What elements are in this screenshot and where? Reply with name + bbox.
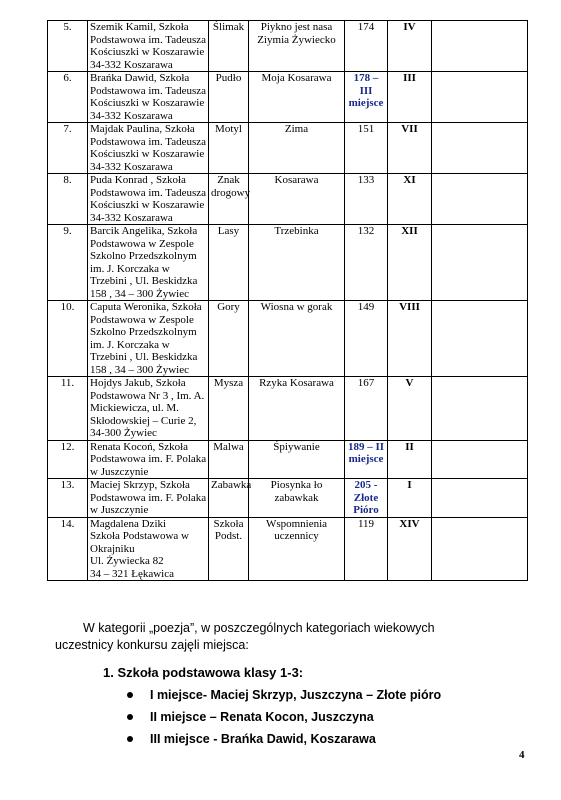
points-cell (345, 174, 388, 225)
participant-line: Barcik Angelika, Szkoła (90, 225, 198, 237)
participant-line: Podstawowa im. Tadeusza (90, 84, 207, 97)
participant-line: Szkolno Przedszkolnym (90, 326, 197, 338)
points-cell (345, 21, 388, 72)
work-title-cell: Wiosna w gorak (249, 301, 345, 377)
points-cell (345, 123, 388, 174)
participant-cell (88, 517, 209, 581)
points-line: 174 (357, 21, 375, 33)
points-line: 151 (357, 123, 375, 135)
work-title-cell: Wspomnienia uczennicy (249, 517, 345, 581)
participant-line: Kościuszki w Koszarawie (90, 97, 205, 109)
place-cell: V (388, 377, 432, 441)
points-line: 178 – (353, 72, 379, 84)
category-heading: 1. Szkoła podstawowa klasy 1-3: (103, 665, 304, 680)
table-row (48, 517, 528, 581)
work-title-cell: Kosarawa (249, 174, 345, 225)
points-cell (345, 72, 388, 123)
participant-line: 34-332 Koszarawa (90, 109, 173, 122)
points-line: 189 – II (347, 440, 385, 453)
participant-line: Majdak Paulina, Szkoła (90, 123, 195, 135)
participant-line: Podstawowa im. F. Polaka (90, 453, 207, 465)
pseudonym-cell: Lasy (209, 225, 249, 301)
pseudonym-cell: Ślimak (209, 21, 249, 72)
points-line: Pióro (353, 504, 379, 516)
empty-cell (432, 72, 528, 123)
participant-line: Podstawowa im. Tadeusza (90, 135, 207, 148)
participant-line: Szkolno Przedszkolnym (90, 250, 197, 262)
table-row (48, 123, 528, 174)
place-cell: I (388, 479, 432, 518)
row-number-cell: 7. (48, 123, 88, 174)
work-title-cell: Zima (249, 123, 345, 174)
points-line: 132 (357, 225, 375, 237)
participant-line: Puda Konrad , Szkoła (90, 174, 186, 186)
participant-line: 34 – 321 Łękawica (90, 567, 174, 580)
pseudonym-cell: Gory (209, 301, 249, 377)
pseudonym-cell: Mysza (209, 377, 249, 441)
participant-line: Skłodowskiej – Curie 2, (90, 414, 197, 427)
participant-line: Brańka Dawid, Szkoła (90, 72, 190, 84)
participant-line: im. J. Korczaka w (90, 338, 170, 351)
winner-text: II miejsce – Renata Kocon, Juszczyna (150, 710, 374, 724)
table-row (48, 21, 528, 72)
participant-line: Magdalena Dziki (90, 517, 167, 530)
empty-cell (432, 225, 528, 301)
points-line: miejsce (348, 97, 384, 109)
work-title-cell: Rzyka Kosarawa (249, 377, 345, 441)
row-number-cell: 6. (48, 72, 88, 123)
points-cell (345, 301, 388, 377)
participant-line: 34-332 Koszarawa (90, 160, 173, 173)
participant-line: Ul. Żywiecka 82 (90, 555, 164, 567)
participant-cell (88, 123, 209, 174)
bullet-icon (127, 692, 133, 698)
points-cell (345, 479, 388, 518)
participant-line: Kościuszki w Koszarawie (90, 199, 205, 211)
table-row (48, 174, 528, 225)
participant-cell (88, 479, 209, 518)
participant-line: 34-332 Koszarawa (90, 211, 173, 224)
empty-cell (432, 174, 528, 225)
place-cell: III (388, 72, 432, 123)
work-title-cell: Trzebinka (249, 225, 345, 301)
points-line: 133 (357, 174, 375, 186)
points-line: III (359, 84, 373, 97)
participant-cell (88, 72, 209, 123)
points-line: Złote (353, 491, 379, 504)
empty-cell (432, 377, 528, 441)
work-title-cell: Piykno jest nasa Zìymia Żywiecko (249, 21, 345, 72)
participant-line: Kościuszki w Koszarawie (90, 148, 205, 160)
participant-line: Mickiewicza, ul. M. (90, 402, 179, 414)
table-row (48, 479, 528, 518)
points-line: 205 - (354, 479, 378, 491)
points-cell (345, 440, 388, 479)
points-line: 119 (357, 517, 375, 530)
participant-line: Szkoła Podstawowa w (90, 530, 189, 542)
work-title-cell: Piosynka ło zabawkak (249, 479, 345, 518)
participant-line: Podstawowa Nr 3 , Im. A. (90, 389, 205, 402)
participant-line: w Juszczynie (90, 504, 149, 516)
results-table (47, 20, 528, 581)
participant-line: Maciej Skrzyp, Szkoła (90, 479, 190, 491)
participant-cell (88, 225, 209, 301)
participant-line: w Juszczynie (90, 465, 149, 478)
winner-text: III miejsce - Brańka Dawid, Koszarawa (150, 732, 376, 746)
points-cell (345, 517, 388, 581)
participant-line: Podstawowa w Zespole (90, 313, 194, 326)
row-number-cell: 8. (48, 174, 88, 225)
participant-line: Szemik Kamil, Szkoła (90, 21, 189, 33)
pseudonym-cell: Szkoła Podst. (209, 517, 249, 581)
participant-line: Caputa Weronika, Szkoła (90, 301, 202, 313)
row-number-cell: 13. (48, 479, 88, 518)
row-number-cell: 12. (48, 440, 88, 479)
row-number-cell: 10. (48, 301, 88, 377)
participant-line: 158 , 34 – 300 Żywiec (90, 287, 189, 300)
empty-cell (432, 440, 528, 479)
intro-line-1: W kategorii „poezja”, w poszczególnych kategoriach wiekowych (83, 621, 435, 635)
table-row (48, 72, 528, 123)
work-title-cell: Śpiywanie (249, 440, 345, 479)
winners-list (125, 684, 441, 750)
table-row (48, 377, 528, 441)
points-line: miejsce (348, 453, 384, 465)
participant-cell (88, 21, 209, 72)
place-cell: II (388, 440, 432, 479)
points-line: 167 (357, 377, 375, 389)
pseudonym-cell: Pudło (209, 72, 249, 123)
participant-line: Trzebini , Ul. Beskidzka (90, 275, 198, 287)
winner-item (125, 706, 441, 728)
participant-cell (88, 301, 209, 377)
place-cell: IV (388, 21, 432, 72)
intro-paragraph (55, 620, 495, 654)
table-row (48, 440, 528, 479)
winner-text: I miejsce- Maciej Skrzyp, Juszczyna – Złote pióro (150, 688, 442, 702)
participant-cell (88, 377, 209, 441)
empty-cell (432, 479, 528, 518)
place-cell: XII (388, 225, 432, 301)
empty-cell (432, 123, 528, 174)
pseudonym-cell: Zabawka (209, 479, 249, 518)
table-row (48, 225, 528, 301)
participant-line: Renata Kocoń, Szkoła (90, 440, 189, 453)
page-number: 4 (519, 749, 525, 761)
participant-line: 34-300 Żywiec (90, 427, 157, 439)
results-table-body (48, 21, 528, 581)
work-title-cell: Moja Kosarawa (249, 72, 345, 123)
participant-line: Kościuszki w Koszarawie (90, 46, 205, 58)
place-cell: VIII (388, 301, 432, 377)
row-number-cell: 14. (48, 517, 88, 581)
pseudonym-cell: Malwa (209, 440, 249, 479)
winner-item (125, 684, 441, 706)
row-number-cell: 9. (48, 225, 88, 301)
place-cell: VII (388, 123, 432, 174)
pseudonym-cell: Znak drogowy (209, 174, 249, 225)
empty-cell (432, 517, 528, 581)
intro-line-2: uczestnicy konkursu zajęli miejsca: (55, 638, 249, 652)
participant-cell (88, 440, 209, 479)
place-cell: XIV (388, 517, 432, 581)
row-number-cell: 11. (48, 377, 88, 441)
participant-line: Trzebini , Ul. Beskidzka (90, 351, 198, 363)
bullet-icon (127, 736, 133, 742)
pseudonym-cell: Motyl (209, 123, 249, 174)
participant-line: Podstawowa im. Tadeusza (90, 186, 207, 199)
participant-line: Podstawowa im. Tadeusza (90, 33, 207, 46)
empty-cell (432, 21, 528, 72)
points-cell (345, 377, 388, 441)
participant-line: 34-332 Koszarawa (90, 58, 173, 71)
points-line: 149 (357, 301, 375, 313)
empty-cell (432, 301, 528, 377)
participant-cell (88, 174, 209, 225)
participant-line: Podstawowa im. F. Polaka (90, 491, 207, 504)
participant-line: im. J. Korczaka w (90, 262, 170, 275)
table-row (48, 301, 528, 377)
place-cell: XI (388, 174, 432, 225)
participant-line: Podstawowa w Zespole (90, 237, 194, 250)
participant-line: Hojdys Jakub, Szkoła (90, 377, 186, 389)
participant-line: 158 , 34 – 300 Żywiec (90, 363, 189, 376)
points-cell (345, 225, 388, 301)
bullet-icon (127, 714, 133, 720)
winner-item (125, 728, 441, 750)
row-number-cell: 5. (48, 21, 88, 72)
participant-line: Okrajniku (90, 542, 135, 555)
